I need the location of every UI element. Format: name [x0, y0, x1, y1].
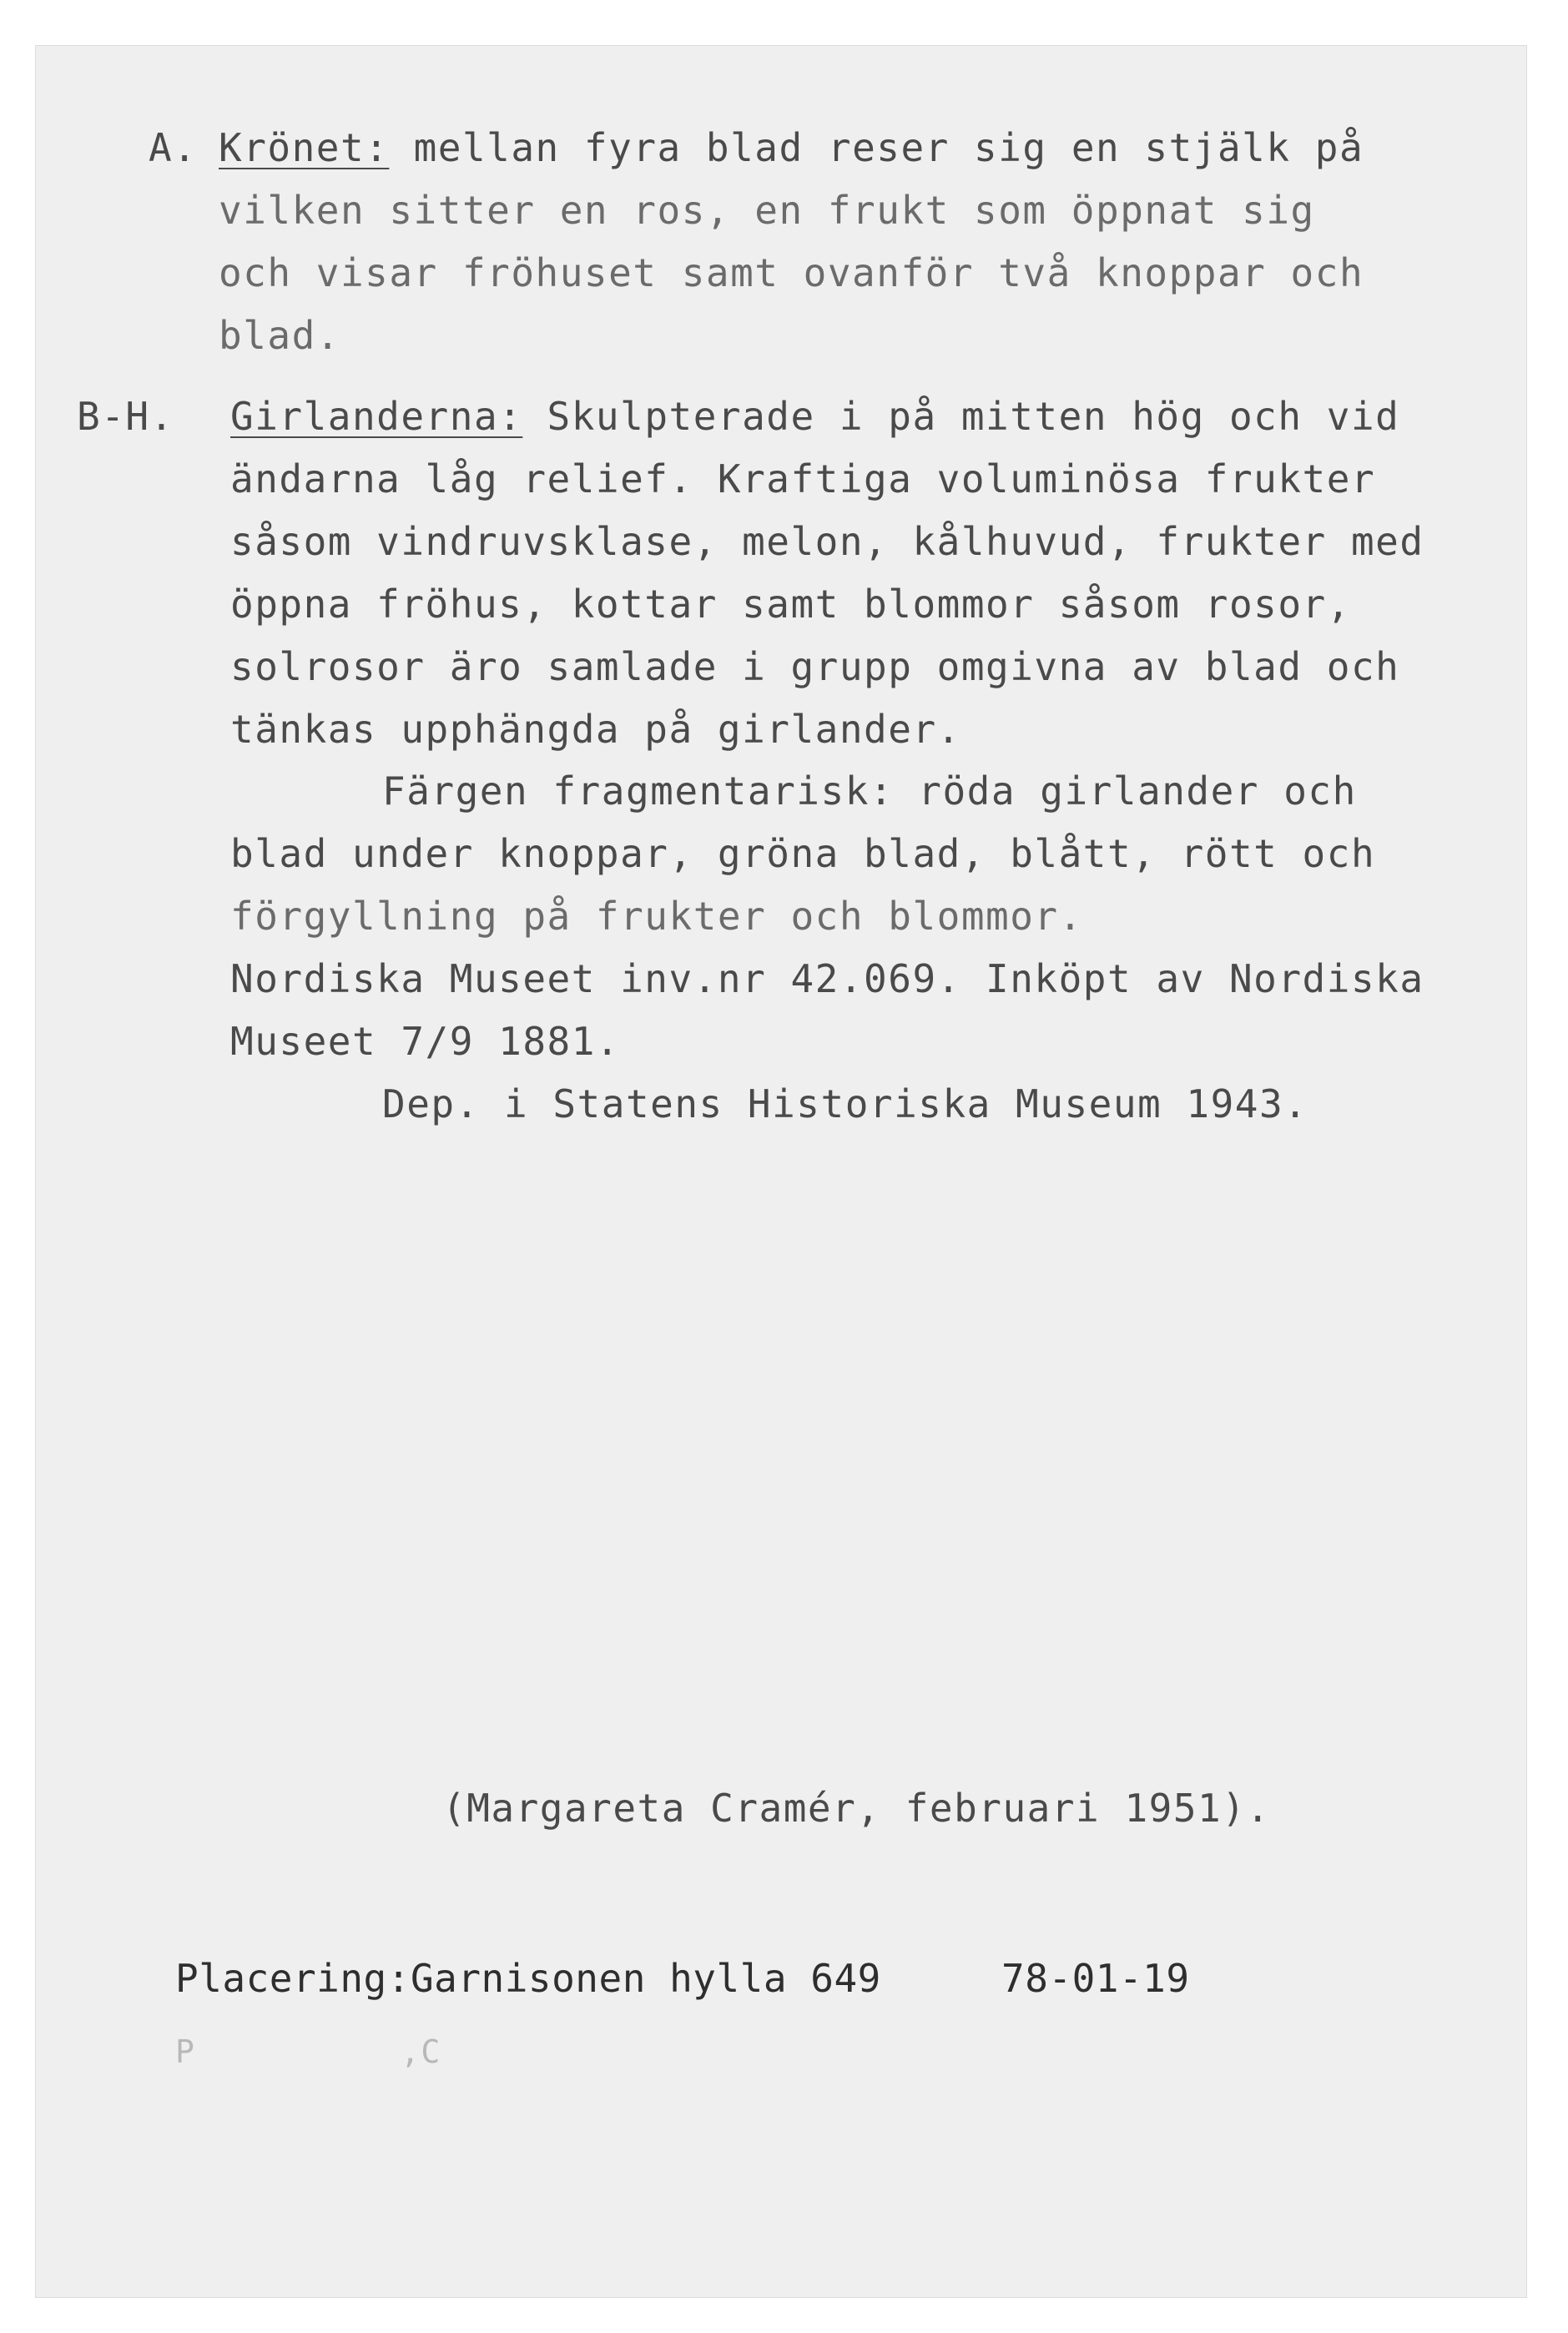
section-a-line-4: blad.	[219, 313, 340, 358]
color-note-line-2: blad under knoppar, gröna blad, blått, rött och	[230, 831, 1376, 876]
section-bh-line-4: öppna fröhus, kottar samt blommor såsom rosor,	[230, 582, 1351, 627]
section-a-marker: A.	[149, 125, 198, 170]
color-note-line-1: Färgen fragmentarisk: röda girlander och	[382, 768, 1357, 814]
section-bh-heading: Girlanderna:	[230, 394, 523, 439]
section-bh-marker: B-H.	[77, 394, 174, 439]
placement-date: 78-01-19	[1001, 1956, 1190, 2001]
section-bh-first-line	[230, 394, 1400, 439]
section-bh-line-2: ändarna låg relief. Kraftiga voluminösa frukter	[230, 456, 1376, 501]
color-note-line-3: förgyllning på frukter och blommor.	[230, 894, 1083, 939]
section-bh-line-6: tänkas upphängda på girlander.	[230, 707, 961, 752]
section-bh-line-5: solrosor äro samlade i grupp omgivna av blad och	[230, 644, 1400, 689]
deposit-note: Dep. i Statens Historiska Museum 1943.	[382, 1081, 1308, 1126]
section-a-line-3: och visar fröhuset samt ovanför två knoppar och	[219, 250, 1364, 295]
inventory-line-2: Museet 7/9 1881.	[230, 1019, 621, 1064]
section-a-line-1: mellan fyra blad reser sig en stjälk på	[389, 125, 1364, 170]
section-a-line-2: vilken sitter en ros, en frukt som öppnat sig	[219, 188, 1315, 233]
section-a-heading: Krönet:	[219, 125, 390, 170]
faint-mark-right: ,C	[401, 2033, 441, 2070]
section-bh-line-1: Skulpterade i på mitten hög och vid	[522, 394, 1400, 439]
placement-label: Placering:Garnisonen hylla 649	[175, 1956, 881, 2001]
section-a-first-line	[219, 125, 1364, 170]
signature: (Margareta Cramér, februari 1951).	[442, 1786, 1271, 1831]
faint-mark-left: P	[175, 2033, 196, 2070]
inventory-line-1: Nordiska Museet inv.nr 42.069. Inköpt av Nordiska	[230, 956, 1424, 1001]
section-bh-line-3: såsom vindruvsklase, melon, kålhuvud, frukter med	[230, 519, 1424, 564]
